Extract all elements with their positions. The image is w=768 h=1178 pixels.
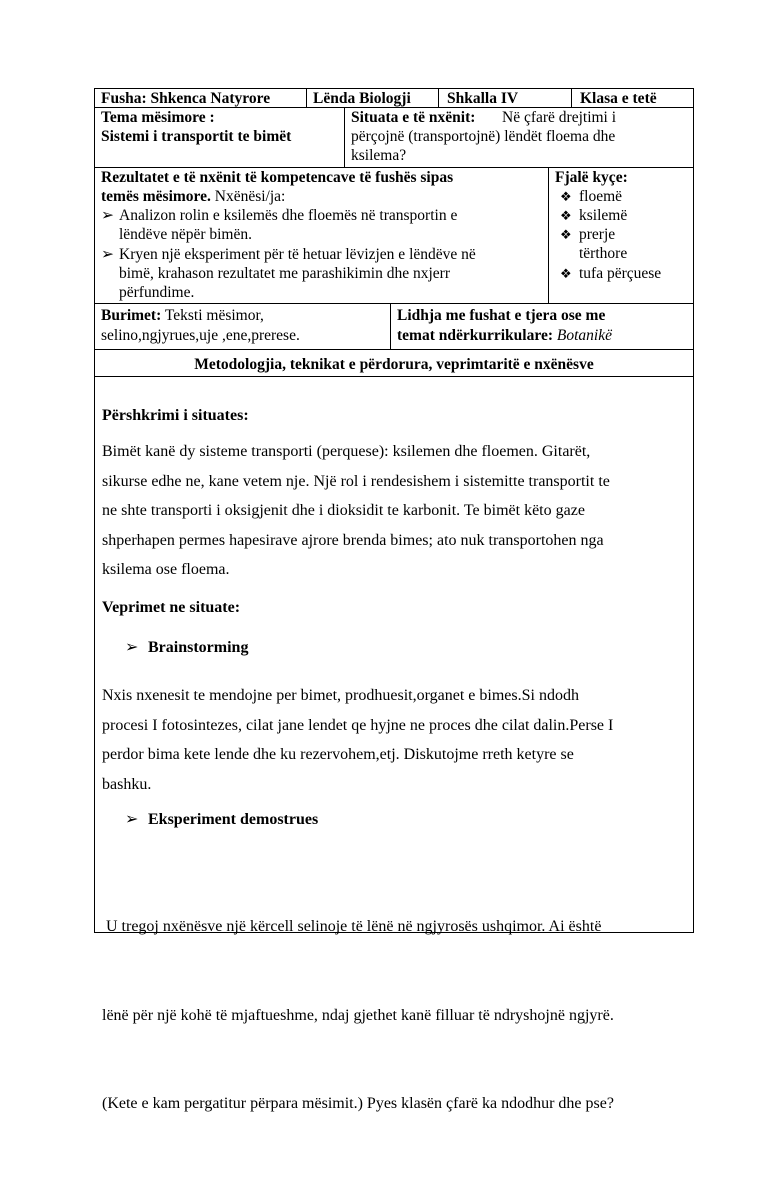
eksperiment-paragraph xyxy=(102,853,614,1178)
diamond-bullet: ❖ xyxy=(560,266,572,281)
burimet-line1 xyxy=(101,307,264,325)
tema-label: Tema mësimore : xyxy=(101,109,215,126)
shkalla-cell xyxy=(438,88,572,108)
eksperiment-line: lënë për një kohë të mjaftueshme, ndaj gjethet kanë filluar të ndryshojnë ngjyrë. xyxy=(102,1006,614,1024)
fjale-cell xyxy=(548,167,694,304)
lenda-text: Lënda Biologji xyxy=(313,90,411,107)
burimet-cell xyxy=(94,303,391,350)
metodologjia-cell xyxy=(94,349,694,377)
eksperiment-line: (Kete e kam pergatitur përpara mësimit.) Pyes klasën çfarë ka ndodhur dhe pse? xyxy=(102,1095,614,1112)
arrow-bullet: ➢ xyxy=(125,639,139,656)
klasa-text: Klasa e tetë xyxy=(580,90,657,107)
lenda-cell xyxy=(306,88,439,108)
situata-line3: ksilema? xyxy=(351,147,407,164)
burimet-line2: selino,ngjyrues,uje ,ene,prerese. xyxy=(101,327,300,344)
lidhja-line2-italic: Botanikë xyxy=(552,327,612,344)
body-cell xyxy=(94,376,694,1112)
rezultatet-item2-line2: bimë, krahason rezultatet me parashikimin dhe nxjerr xyxy=(119,265,450,282)
diamond-bullet: ❖ xyxy=(560,208,572,223)
pershkrimi-line: shperhapen permes hapesirave ajrore brenda bimes; ato nuk transportohen nga xyxy=(102,531,604,549)
fjale-item-ksileme: ksilemë xyxy=(579,207,628,224)
rezultatet-item1-line2: lëndëve nëpër bimën. xyxy=(119,226,252,243)
diamond-bullet: ❖ xyxy=(560,189,572,204)
brainstorming-line: procesi I fotosintezes, cilat jane lendet qe hyjne ne proces dhe cilat dalin.Perse I xyxy=(102,716,614,734)
veprimet-heading: Veprimet ne situate: xyxy=(102,599,241,616)
arrow-bullet: ➢ xyxy=(125,811,139,828)
diamond-bullet: ❖ xyxy=(560,227,572,242)
rezultatet-line1: Rezultatet e të nxënit të kompetencave të fushës sipas xyxy=(101,169,454,186)
situata-cell xyxy=(344,107,694,168)
brainstorming-paragraph xyxy=(102,681,613,799)
eksperiment-heading: Eksperiment demostrues xyxy=(148,811,319,828)
eksperiment-line: U tregoj nxënësve një kërcell selinoje të lënë në ngjyrosës ushqimor. Ai është xyxy=(102,918,602,935)
fjale-item-tufa: tufa përçuese xyxy=(579,265,662,282)
klasa-cell xyxy=(571,88,694,108)
rezultatet-line2-bold: temës mësimore. xyxy=(101,188,211,205)
pershkrimi-line: sikurse edhe ne, kane vetem nje. Një rol i rendesishem i sistemitte transportit te xyxy=(102,472,610,490)
situata-line2: përçojnë (transportojnë) lëndët floema dhe xyxy=(351,128,616,145)
rezultatet-item2-line3: përfundime. xyxy=(119,284,195,301)
fjale-item-prerje: prerje xyxy=(579,226,616,243)
lidhja-cell xyxy=(390,303,694,350)
shkalla-text: Shkalla IV xyxy=(447,90,519,107)
burimet-label: Burimet: xyxy=(101,307,162,324)
fusha-cell xyxy=(94,88,307,108)
tema-cell xyxy=(94,107,345,168)
rezultatet-bullet: ➢ xyxy=(101,207,114,224)
rezultatet-bullet: ➢ xyxy=(101,246,114,263)
pershkrimi-line: ksilema ose floema. xyxy=(102,561,230,578)
situata-label: Situata e të nxënit: xyxy=(351,109,476,126)
situata-line1: Në çfarë drejtimi i xyxy=(502,109,617,126)
rezultatet-item1-line1: Analizon rolin e ksilemës dhe floemës në transportin e xyxy=(119,207,458,224)
pershkrimi-line: Bimët kanë dy sisteme transporti (perquese): ksilemen dhe floemen. Gitarët, xyxy=(102,443,591,460)
rezultatet-line2-rest: Nxënësi/ja: xyxy=(210,188,286,205)
lidhja-line1: Lidhja me fushat e tjera ose me xyxy=(397,307,606,324)
burimet-text: Teksti mësimor, xyxy=(161,307,264,324)
metodologjia-heading: Metodologjia, teknikat e përdorura, veprimtaritë e nxënësve xyxy=(194,356,594,373)
brainstorming-line: Nxis nxenesit te mendojne per bimet, prodhuesit,organet e bimes.Si ndodh xyxy=(102,687,579,704)
fjale-label: Fjalë kyçe: xyxy=(555,169,628,186)
lidhja-line2-bold: temat ndërkurrikulare: xyxy=(397,327,553,344)
rezultatet-cell xyxy=(94,167,549,304)
fjale-item-prerje-cont: tërthore xyxy=(579,245,628,262)
lidhja-line2 xyxy=(397,327,612,345)
pershkrimi-line: ne shte transporti i oksigjenit dhe i dioksidit te karbonit. Te bimët këto gaze xyxy=(102,502,585,519)
tema-title: Sistemi i transportit te bimët xyxy=(101,128,292,145)
brainstorming-heading: Brainstorming xyxy=(148,639,249,656)
fjale-item-floeme: floemë xyxy=(579,188,623,205)
pershkrimi-heading: Përshkrimi i situates: xyxy=(102,407,249,424)
fusha-text: Fusha: Shkenca Natyrore xyxy=(101,90,271,107)
brainstorming-line: perdor bima kete lende dhe ku rezervohem,etj. Diskutojme rreth ketyre se xyxy=(102,746,574,763)
brainstorming-line: bashku. xyxy=(102,775,152,793)
rezultatet-line2 xyxy=(101,188,285,206)
pershkrimi-paragraph xyxy=(102,437,610,585)
rezultatet-item2-line1: Kryen një eksperiment për të hetuar lëvizjen e lëndëve në xyxy=(119,246,476,263)
